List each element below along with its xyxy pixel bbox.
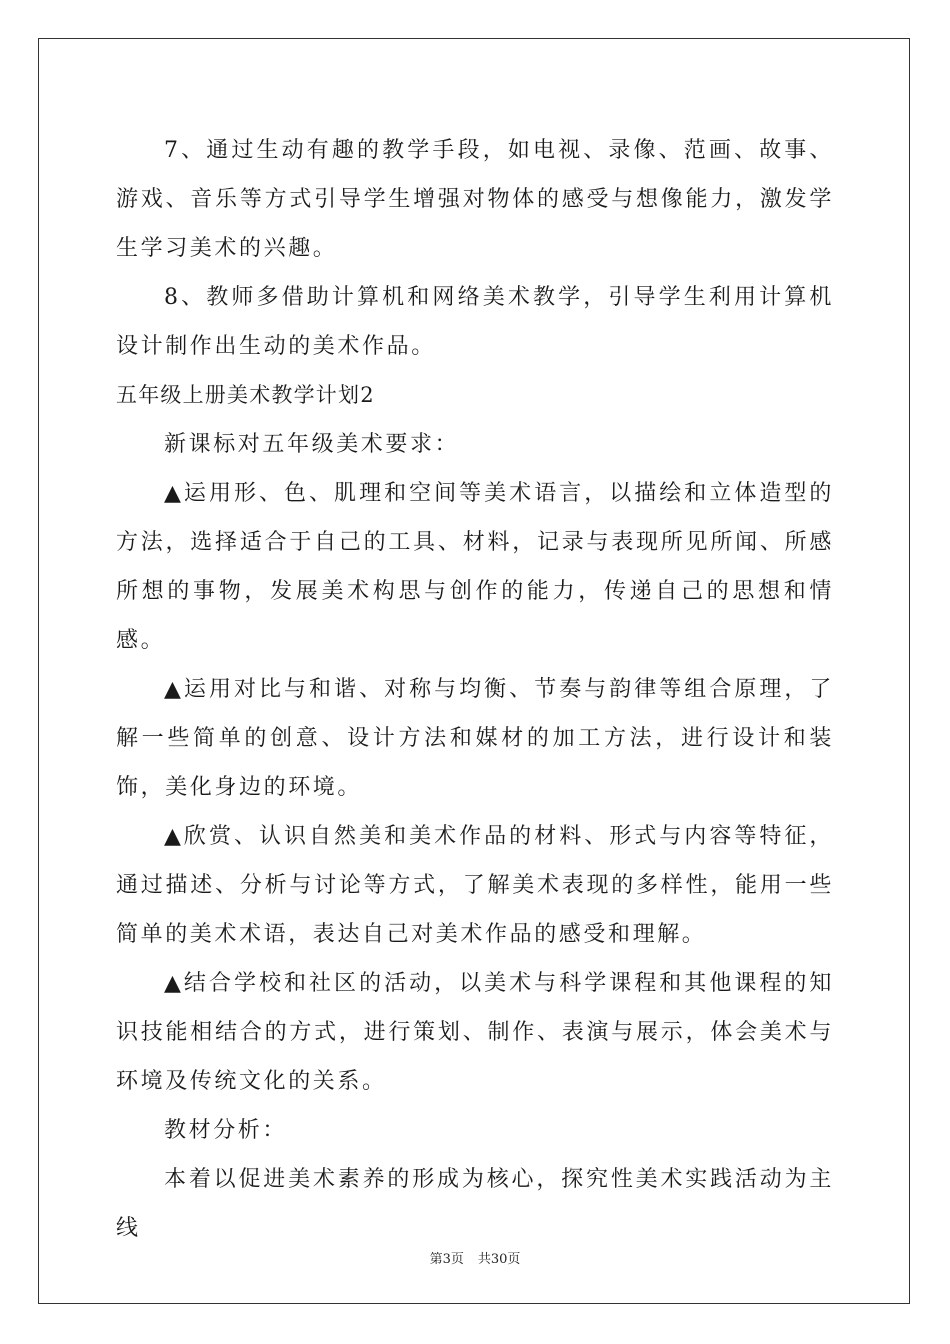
paragraph-requirement-3: ▲欣赏、认识自然美和美术作品的材料、形式与内容等特征，通过描述、分析与讨论等方式，了解美术表现的多样性，能用一些简单的美术术语，表达自己对美术作品的感受和理解。 [116,824,834,947]
paragraph-requirement-4: ▲结合学校和社区的活动，以美术与科学课程和其他课程的知识技能相结合的方式，进行策划、制作、表演与展示，体会美术与环境及传统文化的关系。 [116,971,834,1094]
paragraph-item-7: 7、通过生动有趣的教学手段，如电视、录像、范画、故事、游戏、音乐等方式引导学生增强对物体的感受与想像能力，激发学生学习美术的兴趣。 [116,138,834,261]
paragraph-requirement-2: ▲运用对比与和谐、对称与均衡、节奏与韵律等组合原理，了解一些简单的创意、设计方法和媒材的加工方法，进行设计和装饰，美化身边的环境。 [116,677,834,800]
document-body [116,126,834,1253]
page-total: 共30页 [477,1252,521,1267]
section-heading: 五年级上册美术教学计划2 [116,383,375,407]
page-footer [0,1248,950,1267]
page-number: 第3页 [429,1252,464,1267]
paragraph-requirements-intro: 新课标对五年级美术要求： [164,432,460,457]
paragraph-requirement-1: ▲运用形、色、肌理和空间等美术语言，以描绘和立体造型的方法，选择适合于自己的工具、材料，记录与表现所见所闻、所感所想的事物，发展美术构思与创作的能力，传递自己的思想和情感。 [116,481,834,653]
paragraph-item-8: 8、教师多借助计算机和网络美术教学，引导学生利用计算机设计制作出生动的美术作品。 [116,285,834,359]
paragraph-textbook-analysis: 本着以促进美术素养的形成为核心，探究性美术实践活动为主线 [116,1167,834,1241]
paragraph-textbook-analysis-label: 教材分析： [164,1118,288,1143]
